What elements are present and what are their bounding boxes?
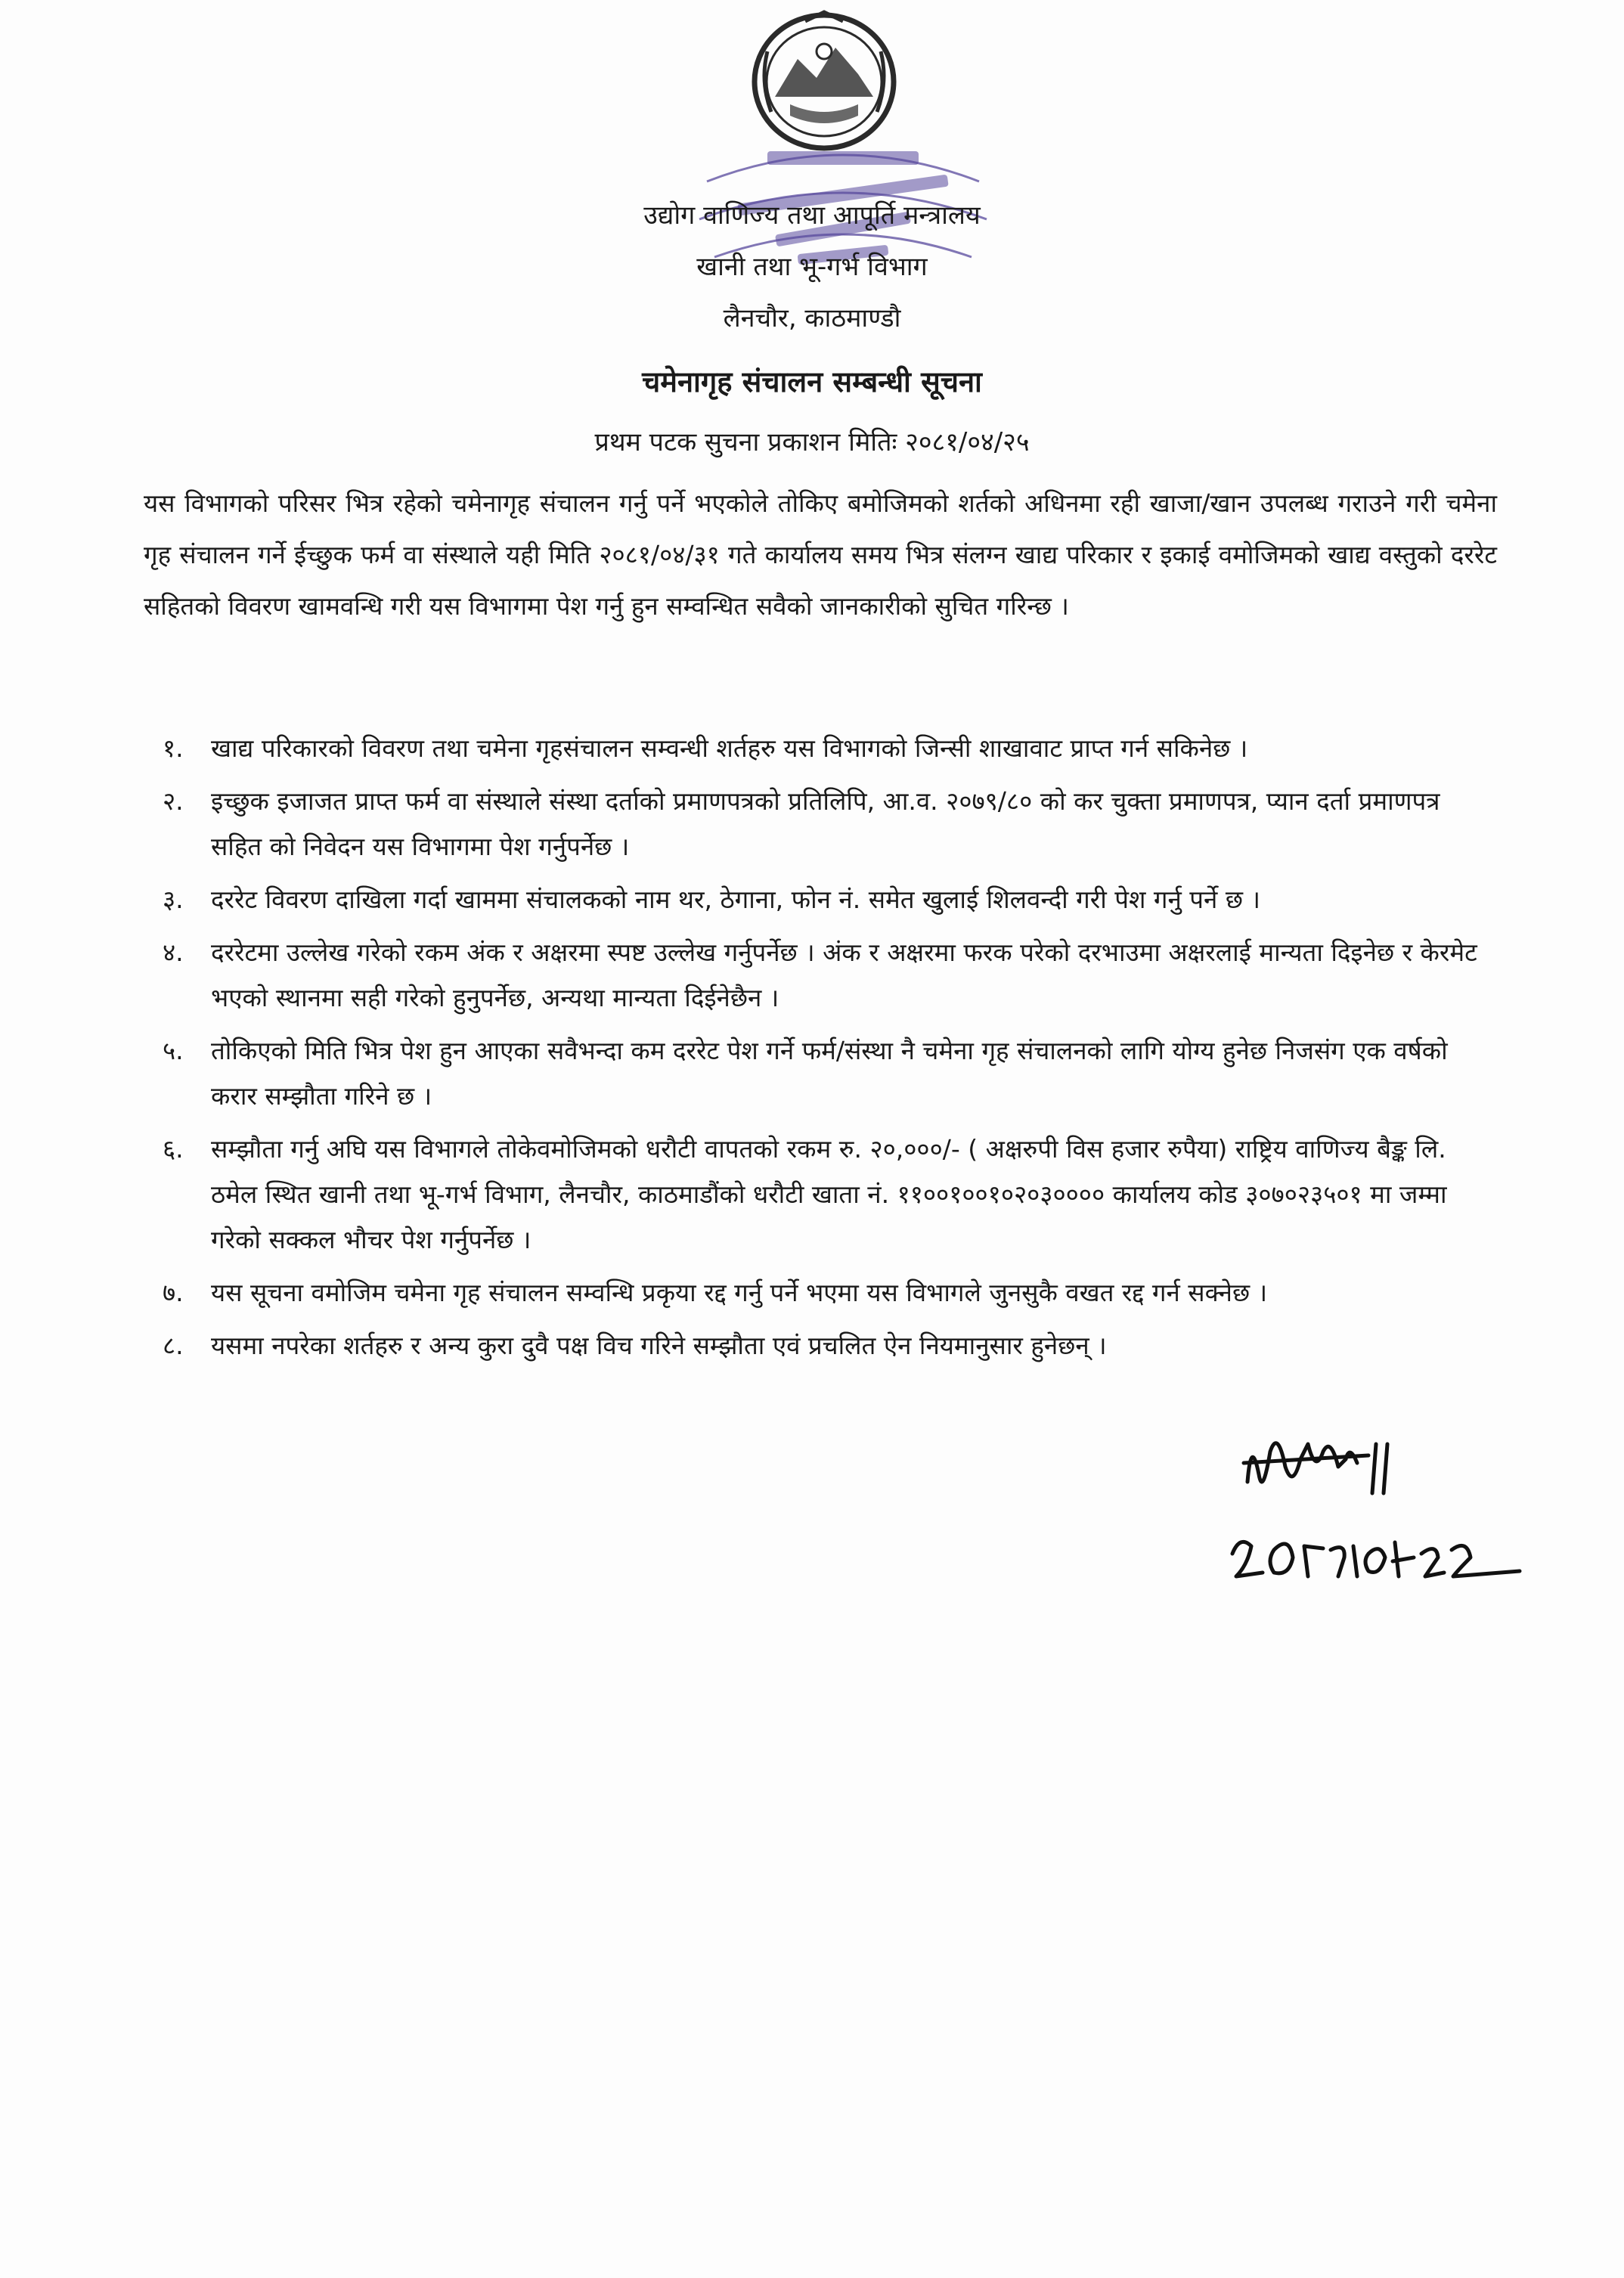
condition-text: यसमा नपरेका शर्तहरु र अन्य कुरा दुवै पक्ष विच गरिने सम्झौता एवं प्रचलित ऐन नियमानुसार हुनेछन् ।: [211, 1331, 1107, 1360]
condition-number: ८.: [163, 1331, 184, 1360]
publication-date: प्रथम पटक सुचना प्रकाशन मितिः २०८१/०४/२५: [594, 427, 1030, 457]
handwritten-signature: [1217, 1421, 1542, 1603]
condition-number: १.: [163, 733, 184, 763]
condition-number: ३.: [163, 885, 184, 914]
condition-text: इच्छुक इजाजत प्राप्त फर्म वा संस्थाले संस्था दर्ताको प्रमाणपत्रको प्रतिलिपि, आ.व. २०७९/८० को कर चुक्ता प्रमाणपत्र, प्यान दर्ता प्रमाणपत्र सहित को निवेदन यस विभागमा पेश गर्नुपर्नेछ ।: [211, 786, 1440, 861]
condition-number: ५.: [163, 1036, 184, 1065]
condition-text: सम्झौता गर्नु अघि यस विभागले तोकेवमोजिमको धरौटी वापतको रकम रु. २०,०००/- ( अक्षरुपी विस हजार रुपैया) राष्ट्रिय वाणिज्य बैङ्क लि. ठमेल स्थित खानी तथा भू-गर्भ विभाग, लैनचौर, काठमाडौंको धरौटी खाता नं. ११००१००१०२०३०००० कार्यालय कोड ३०७०२३५०१ मा जम्मा गरेको सक्कल भौचर पेश गर्नुपर्नेछ ।: [211, 1134, 1447, 1254]
condition-item: [163, 1028, 1497, 1119]
condition-number: २.: [163, 786, 184, 816]
condition-text: यस सूचना वमोजिम चमेना गृह संचालन सम्वन्धि प्रकृया रद्द गर्नु पर्ने भएमा यस विभागले जुनसुकै वखत रद्द गर्न सक्नेछ ।: [211, 1278, 1268, 1307]
condition-item: [163, 1270, 1497, 1316]
condition-item: [163, 726, 1497, 771]
department-address: लैनचौर, काठमाण्डौ: [723, 303, 901, 333]
condition-item: [163, 877, 1497, 922]
condition-number: ७.: [163, 1278, 184, 1307]
department-name: खानी तथा भू-गर्भ विभाग: [696, 252, 928, 282]
condition-item: [163, 930, 1497, 1021]
conditions-list: [163, 726, 1497, 1376]
condition-number: ४.: [163, 938, 184, 967]
notice-intro-paragraph: यस विभागको परिसर भित्र रहेको चमेनागृह संचालन गर्नु पर्ने भएकोले तोकिए बमोजिमको शर्तको अधिनमा रही खाजा/खान उपलब्ध गराउने गरी चमेना गृह संचालन गर्ने ईच्छुक फर्म वा संस्थाले यही मिति २०८१/०४/३१ गते कार्यालय समय भित्र संलग्न खाद्य परिकार र इकाई वमोजिमको खाद्य वस्तुको दररेट सहितको विवरण खामवन्धि गरी यस विभागमा पेश गर्नु हुन सम्वन्धित सवैको जानकारीको सुचित गरिन्छ ।: [144, 488, 1497, 621]
condition-item: [163, 779, 1497, 869]
ministry-name: उद्योग वाणिज्य तथा आपूर्ति मन्त्रालय: [643, 200, 981, 231]
condition-text: तोकिएको मिति भित्र पेश हुन आएका सवैभन्दा कम दररेट पेश गर्ने फर्म/संस्था नै चमेना गृह संचालनको लागि योग्य हुनेछ निजसंग एक वर्षको करार सम्झौता गरिने छ ।: [211, 1036, 1448, 1111]
condition-item: [163, 1127, 1497, 1263]
nepal-emblem-icon: [745, 6, 903, 157]
condition-text: खाद्य परिकारको विवरण तथा चमेना गृहसंचालन सम्वन्धी शर्तहरु यस विभागको जिन्सी शाखावाट प्राप्त गर्न सकिनेछ ।: [211, 733, 1248, 763]
notice-title: चमेनागृह संचालन सम्बन्धी सूचना: [642, 365, 982, 398]
condition-item: [163, 1323, 1497, 1368]
condition-number: ६.: [163, 1134, 184, 1164]
condition-text: दररेट विवरण दाखिला गर्दा खाममा संचालकको नाम थर, ठेगाना, फोन नं. समेत खुलाई शिलवन्दी गरी पेश गर्नु पर्ने छ ।: [211, 885, 1260, 914]
condition-text: दररेटमा उल्लेख गरेको रकम अंक र अक्षरमा स्पष्ट उल्लेख गर्नुपर्नेछ । अंक र अक्षरमा फरक परेको दरभाउमा अक्षरलाई मान्यता दिइनेछ र केरमेट भएको स्थानमा सही गरेको हुनुपर्नेछ, अन्यथा मान्यता दिईनेछैन ।: [211, 938, 1477, 1012]
